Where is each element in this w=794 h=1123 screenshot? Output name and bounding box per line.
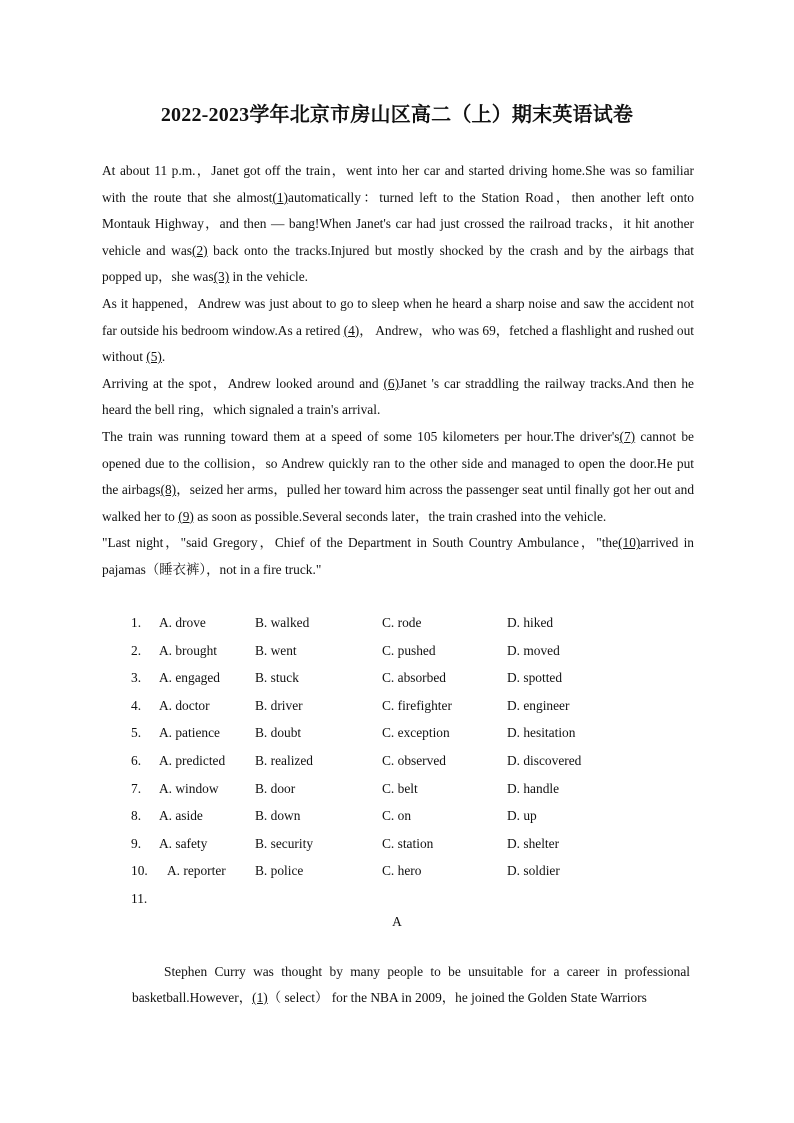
option-d: D. hiked [507, 615, 554, 630]
option-a: A. brought [159, 642, 218, 658]
paragraph-4: The train was running toward them at a speed of some 105 kilometers per hour.The driver's(7) cannot be opened due to the collision，so Andrew quickly ran to the other side and managed to open the door.He put the airbags(8)，seized her arms，pulled her toward him across the passenger seat until finally got her out and walked her to (9) as soon as possible.Several seconds later，the train crashed into the vehicle. [102, 428, 695, 524]
question-number: 6. [131, 752, 142, 768]
question-number: 10. [131, 863, 148, 879]
question-number: 9. [131, 835, 142, 851]
paragraph: Stephen Curry was thought by many people to be unsuitable for a career in professional basketball.However，(1)（ select） for the NBA in 2009，he joined the Golden State Warriors [132, 964, 690, 1005]
option-a: A. safety [159, 835, 208, 851]
page-title: 2022-2023学年北京市房山区高二（上）期末英语试卷 [160, 104, 634, 126]
option-c: C. rode [382, 615, 422, 630]
option-c: C. on [382, 808, 412, 824]
question-number: 11. [131, 890, 148, 906]
blank-3: (3) [213, 269, 230, 285]
option-b: B. down [255, 808, 301, 824]
option-b: B. driver [255, 697, 303, 713]
option-row [131, 664, 711, 692]
question-number: 1. [131, 615, 142, 630]
option-c: C. absorbed [382, 670, 446, 686]
option-row [131, 802, 711, 830]
answer-options [131, 609, 711, 913]
option-row [131, 637, 711, 665]
question-number: 7. [131, 780, 142, 796]
option-row [131, 692, 711, 720]
option-c: C. hero [382, 863, 422, 879]
option-d: D. shelter [507, 835, 560, 851]
blank-7: (7) [619, 428, 636, 444]
option-d: D. moved [507, 642, 560, 658]
option-d: D. spotted [507, 670, 563, 686]
option-c: C. pushed [382, 642, 436, 658]
option-d: D. handle [507, 780, 560, 796]
option-a: A. window [159, 780, 219, 796]
option-a: A. engaged [159, 670, 220, 686]
option-c: C. firefighter [382, 697, 452, 713]
option-b: B. security [255, 835, 314, 851]
option-d: D. up [507, 808, 537, 824]
paragraph-3: Arriving at the spot，Andrew looked around and (6)Janet 's car straddling the railway tracks.And then he heard the bell ring，which signaled a train's arrival. [102, 375, 694, 418]
option-b: B. doubt [255, 725, 302, 741]
option-row [131, 830, 711, 858]
question-number: 8. [131, 808, 142, 824]
blank-2: (2) [191, 242, 208, 258]
section-label: A [392, 914, 402, 929]
blank-9: (9) [178, 508, 194, 524]
question-number: 5. [131, 725, 142, 741]
option-row [131, 775, 711, 803]
question-number: 4. [131, 697, 142, 713]
blank-6: (6) [383, 375, 400, 391]
option-row [131, 719, 711, 747]
option-row [131, 885, 711, 913]
blank-5: (5) [146, 349, 162, 365]
option-row [131, 609, 711, 637]
blank-1: (1) [252, 990, 268, 1005]
reading-passage-a [132, 959, 690, 1011]
option-a: A. patience [159, 725, 220, 741]
question-number: 3. [131, 670, 142, 686]
option-a: A. drove [159, 615, 206, 630]
paragraph-2: As it happened，Andrew was just about to go to sleep when he heard a sharp noise and saw the accident not far outside his bedroom window.As a retired (4)， Andrew，who was 69，fetched a flashlight and rushed out without (5). [102, 295, 694, 365]
option-d: D. soldier [507, 863, 560, 879]
blank-4: (4) [343, 322, 360, 338]
option-a: A. doctor [159, 697, 210, 713]
blank-1: (1) [272, 189, 289, 205]
option-c: C. exception [382, 725, 450, 741]
option-b: B. police [255, 863, 304, 879]
option-row [131, 857, 711, 885]
option-d: D. discovered [507, 752, 582, 768]
option-b: B. realized [255, 752, 313, 768]
option-c: C. observed [382, 752, 446, 768]
blank-8: (8) [160, 482, 177, 498]
option-d: D. engineer [507, 697, 570, 713]
option-c: C. belt [382, 780, 418, 796]
paragraph-1: At about 11 p.m.，Janet got off the train，went into her car and started driving home.She was so familiar with the route that she almost(1)automatically：turned left to the Station Road，then another left onto Montauk Highway，and then — bang!When Janet's car had just crossed the railroad tracks，it hit another vehicle and was(2) back onto the tracks.Injured but mostly shocked by the crash and by the airbags that popped up，she was(3) in the vehicle. [102, 163, 694, 285]
paragraph-5: "Last night，"said Gregory，Chief of the Department in South Country Ambulance，"the(10)arrived in pajamas（睡衣裤），not in a fire truck." [102, 535, 695, 577]
option-a: A. reporter [167, 863, 226, 879]
option-b: B. door [255, 780, 296, 796]
option-c: C. station [382, 835, 434, 851]
option-b: B. stuck [255, 670, 299, 686]
option-a: A. aside [159, 808, 203, 824]
blank-10: (10) [618, 535, 641, 551]
option-b: B. walked [255, 615, 310, 630]
option-row [131, 747, 711, 775]
option-d: D. hesitation [507, 725, 576, 741]
cloze-passage [102, 158, 694, 584]
option-a: A. predicted [159, 752, 226, 768]
question-number: 2. [131, 642, 142, 658]
option-b: B. went [255, 642, 297, 658]
